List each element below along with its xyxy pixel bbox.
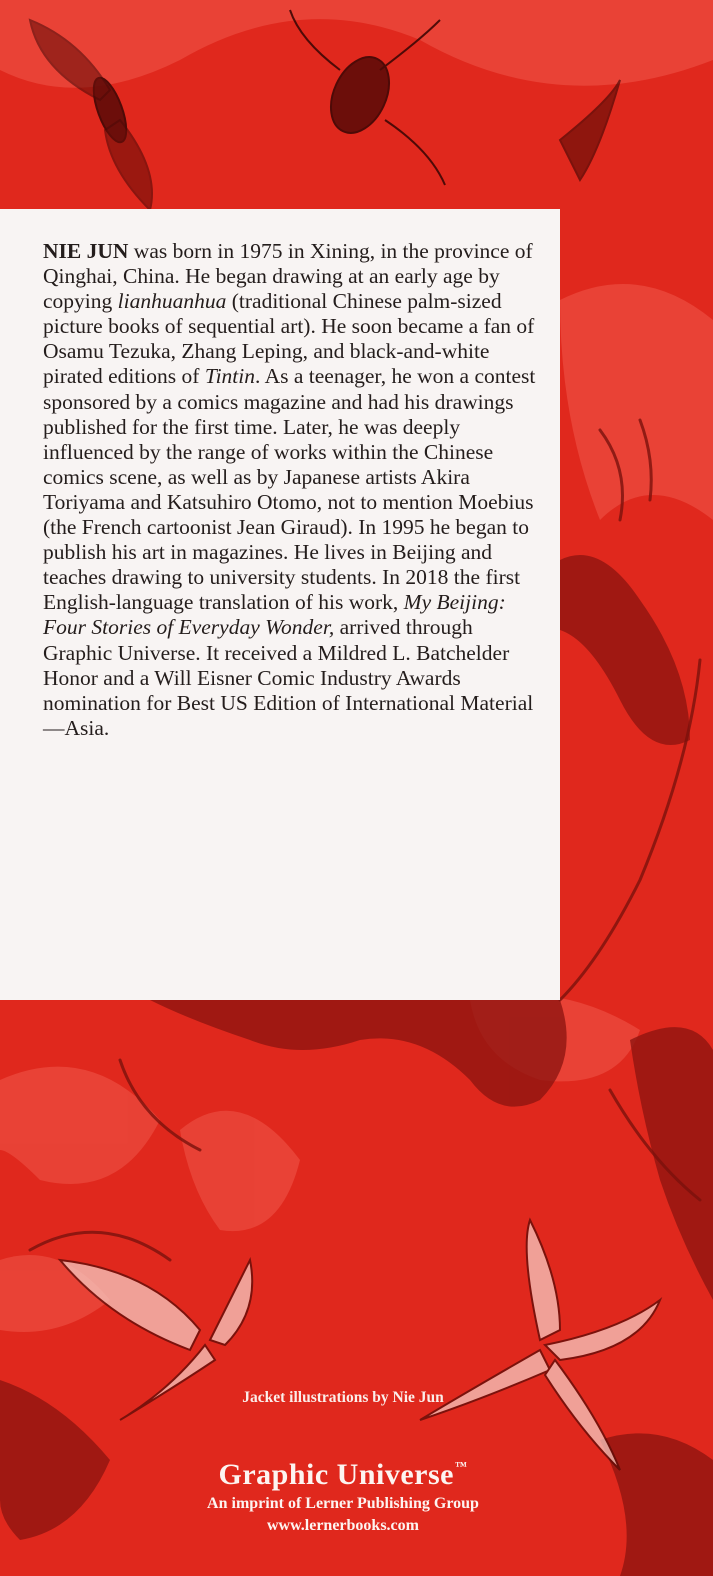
trademark-symbol: ™ <box>454 1459 468 1473</box>
author-bio-panel <box>0 209 560 1000</box>
author-name: NIE JUN <box>43 239 129 263</box>
imprint-line: An imprint of Lerner Publishing Group <box>207 1495 479 1512</box>
author-bio <box>43 239 538 741</box>
website-url: www.lernerbooks.com <box>267 1517 419 1534</box>
publisher-block <box>0 1448 686 1537</box>
tintin-title: Tintin <box>204 364 256 389</box>
bio-text-part-3: . As a teenager, he won a contest sponsored by a comics magazine and had his drawings published for the first time. Later, he was deeply influenced by the range of works within the Chinese comics scene, as well as by Japanese artists Akira Toriyama and Katsuhiro Otomo, not to mention Moebius (the French cartoonist Jean Giraud). In 1995 he began to publish his art in magazines. He lives in Beijing and teaches drawing to university students. In 2018 the first English-language translation of his work, <box>43 364 536 615</box>
publisher-name <box>0 1448 686 1493</box>
bio-text-part-1: was born in 1975 in Xining, in the province of Qinghai, China. He began drawing at an early age by copying <box>43 239 533 314</box>
publisher-name-text: Graphic Universe <box>218 1458 454 1491</box>
jacket-illustration-credit: Jacket illustrations by Nie Jun <box>242 1389 444 1406</box>
book-title: My Beijing: Four Stories of Everyday Wonder, <box>43 590 506 640</box>
bio-text-part-4: arrived through Graphic Universe. It received a Mildred L. Batchelder Honor and a Will Eisner Comic Industry Awards nomination for Best US Edition of International Material—Asia. <box>43 615 534 740</box>
lianhuanhua-term: lianhuanhua <box>117 289 227 314</box>
bio-text-part-2: (traditional Chinese palm-sized picture books of sequential art). He soon became a fan of Osamu Tezuka, Zhang Leping, and black-and-white pirated editions of <box>43 289 535 389</box>
